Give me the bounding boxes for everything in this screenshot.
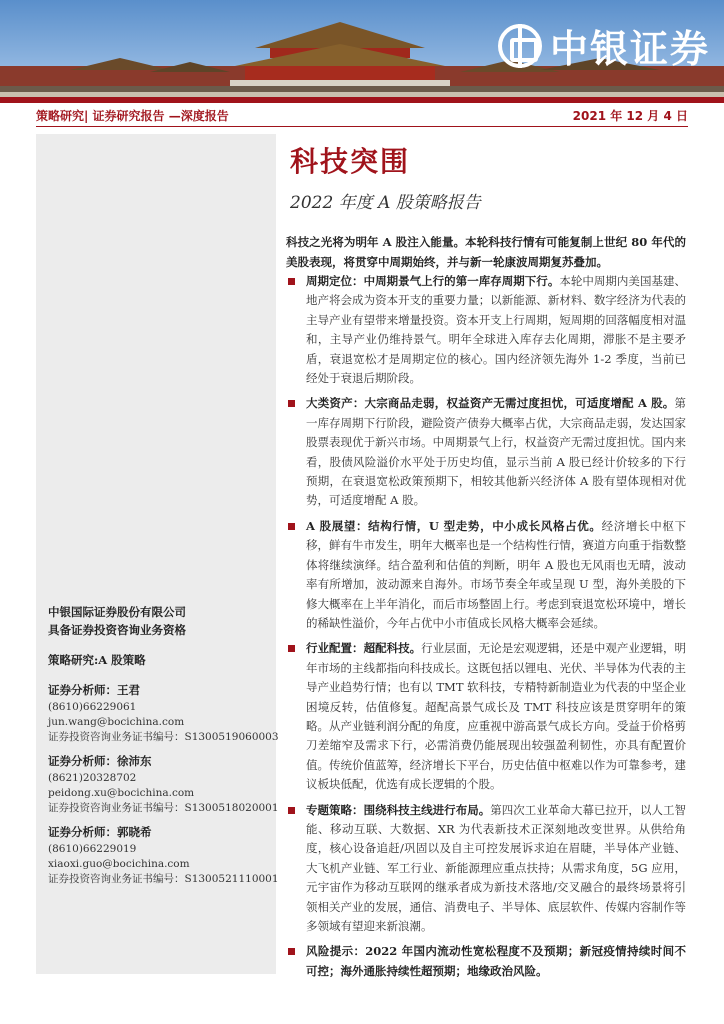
report-intro: 科技之光将为明年 A 股注入能量。本轮科技行情有可能复制上世纪 80 年代的美股表现，将贯穿中周期始终，并与新一轮康波周期复苏叠加。 — [286, 235, 686, 269]
boc-logo-icon — [498, 24, 542, 68]
key-point — [286, 639, 686, 794]
key-points-list — [286, 272, 686, 981]
report-title: 科技突围 — [290, 145, 411, 178]
key-point — [286, 394, 686, 510]
key-point-heading: 周期定位：中周期景气上行的第一库存周期下行。 — [306, 274, 560, 288]
report-subtitle: 2022 年度 A 股策略报告 — [290, 193, 481, 213]
key-point-heading: 大类资产：大宗商品走弱，权益资产无需过度担忧，可适度增配 A 股。 — [306, 396, 675, 411]
analyst-name: 证券分析师：郭晓希 — [48, 825, 152, 839]
analyst-card — [48, 751, 279, 816]
square-bullet-icon — [288, 645, 295, 652]
key-point — [286, 942, 686, 981]
key-point-heading: A 股展望：结构行情，U 型走势，中小成长风格占优。 — [306, 518, 602, 533]
analyst-name: 证券分析师：王君 — [48, 683, 140, 697]
key-point-body: 行业层面，无论是宏观逻辑，还是中观产业逻辑，明年市场的主线都指向科技成长。这既包括以锂电、光伏、半导体为代表的主导产业趋势行情；也有以 TMT 软科技，专精特新制造业为代表的中坚企业困境反转，估值修复。超配高景气成长及 TMT 科技应该是贯穿明年的策略。从产业链利润分配的角度，应重视中游高景气成长方向。受益于价格剪刀差缩窄及需求下行，必需消费仍能展现出较强盈利韧性，亦具有配置价值。传统价值蓝筹，经济增长下平台，历史估值中枢难以作为可靠参考，建议板块低配，优选有成长逻辑的个股。 — [306, 641, 686, 792]
firm-qualification: 具备证券投资咨询业务资格 — [48, 623, 186, 637]
analyst-cert: 证券投资咨询业务证书编号：S1300521110001 — [48, 873, 279, 885]
report-meta-bar — [0, 103, 724, 127]
square-bullet-icon — [288, 948, 295, 955]
key-point-body: 经济增长中枢下移，鲜有牛市发生，明年大概率也是一个结构性行情，赛道方向重于指数整体将继续演绎。结合盈利和估值的判断，明年 A 股也无风雨也无晴，波动率有所增加，波动源来自海外。市场节奏全年或呈现 U 型，海外美股的下修大概率在上半年消化，而后市场整固上行。考虑到衰退宽松环境中，增长的稀缺性溢价，今年占优中小市值成长风格大概率会延续。 — [306, 518, 686, 630]
key-point — [286, 801, 686, 937]
firm-name: 中银国际证券股份有限公司 — [48, 605, 186, 619]
analyst-phone: (8610)66229061 — [48, 701, 137, 713]
firm-info — [48, 603, 186, 639]
report-date: 2021 年 12 月 4 日 — [572, 109, 688, 123]
key-point — [286, 272, 686, 388]
sector-label: 策略研究:A 股策略 — [48, 653, 146, 667]
analyst-phone: (8621)20328702 — [48, 772, 137, 784]
analyst-phone: (8610)66229019 — [48, 843, 137, 855]
square-bullet-icon — [288, 400, 295, 407]
square-bullet-icon — [288, 807, 295, 814]
analyst-cert: 证券投资咨询业务证书编号：S1300519060003 — [48, 731, 279, 743]
key-point-heading: 行业配置：超配科技。 — [306, 641, 422, 656]
analyst-card — [48, 680, 279, 745]
header-banner — [0, 0, 724, 97]
analyst-email[interactable]: jun.wang@bocichina.com — [48, 716, 185, 728]
key-point-heading: 风险提示：2022 年国内流动性宽松程度不及预期；新冠疫情持续时间不可控；海外通胀持续性超预期；地缘政治风险。 — [306, 944, 686, 978]
square-bullet-icon — [288, 278, 295, 285]
square-bullet-icon — [288, 523, 295, 530]
key-point-body: 本轮中周期内美国基建、地产将会成为资本开支的重要力量；以新能源、新材料、数字经济为代表的主导产业有望带来增量投资。资本开支上行周期，短周期的回落幅度相对温和，主导产业仍维持景气。明年全球进入库存去化周期，滞胀不是主要矛盾，衰退宽松才是周期定位的核心。国内经济领先海外 1-2 季度，当前已经处于衰退后期阶段。 — [306, 274, 686, 386]
key-point-body: 第四次工业革命大幕已拉开，以人工智能、移动互联、大数据、XR 为代表新技术正深刻地改变世界。从供给角度，核心设备追赶/巩固以及自主可控发展诉求迫在眉睫，半导体产业链、大飞机产业链、军工行业、新能源理应重点扶持；从需求角度，5G 应用，元宇宙作为移动互联网的继承者成为新技术落地/交叉融合的最终场景将引领相关产业的发展，通信、消费电子、半导体、底层软件、传媒内容制作等多领域有望迎来新浪潮。 — [306, 802, 686, 933]
analyst-email[interactable]: xiaoxi.guo@bocichina.com — [48, 858, 190, 870]
key-point — [286, 517, 686, 633]
key-point-body: 第一库存周期下行阶段，避险资产债券大概率占优，大宗商品走弱，发达国家股票表现优于新兴市场。中周期景气上行，权益资产无需过度担忧。国内来看，股债风险溢价水平处于历史均值，显示当前 A 股已经计价较多的下行预期，在衰退宽松政策预期下，相较其他新兴经济体 A 股有望体现相对优势，可适度增配 A 股。 — [306, 396, 686, 508]
key-point-heading: 专题策略：围绕科技主线进行布局。 — [306, 802, 491, 817]
analyst-name: 证券分析师：徐沛东 — [48, 754, 152, 768]
analyst-cert: 证券投资咨询业务证书编号：S1300518020001 — [48, 802, 279, 814]
analyst-email[interactable]: peidong.xu@bocichina.com — [48, 787, 195, 799]
brand-name: 中银证券 — [549, 27, 710, 71]
report-category: 策略研究| 证券研究报告 —深度报告 — [36, 109, 229, 123]
analyst-card — [48, 822, 279, 887]
meta-underline — [36, 126, 688, 127]
brand-logo — [498, 18, 710, 73]
